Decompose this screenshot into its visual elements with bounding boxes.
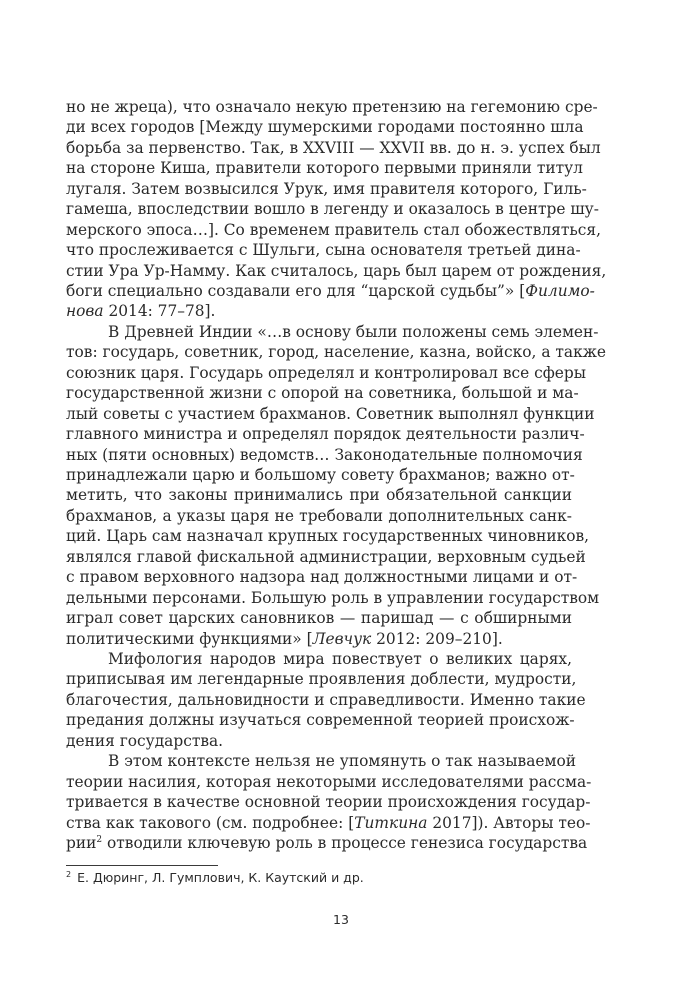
text-line: борьба за первенство. Так, в XXVIII — XXVII вв. до н. э. успех был [66,139,601,157]
text-line [66,281,595,301]
text-line: играл совет царских сановников — паришад — с обширными [66,609,572,627]
text-line: ций. Царь сам назначал крупных государственных чиновников, [66,527,590,545]
text-line: брахманов, а указы царя не требовали дополнительных санк- [66,507,572,525]
text-line: мерского эпоса…]. Со временем правитель стал обожествляться, [66,221,601,239]
text-span: боги специально создавали его для “царской судьбы”» [ [66,282,526,300]
text-line: теории насилия, которая некоторыми исследователями рассма- [66,773,592,791]
text-line: метить, что законы принимались при обязательной санкции [66,486,572,504]
text-line: тов: государь, советник, город, население, казна, войско, а также [66,343,606,361]
citation-author: Титкина [354,814,428,832]
text-line: Мифология народов мира повествует о великих царях, [108,650,572,668]
text-line: ных (пяти основных) ведомств… Законодательные полномочия [66,446,583,464]
text-span: 2014: 77–78]. [103,302,216,320]
text-line: ди всех городов [Между шумерскими городами постоянно шла [66,118,584,136]
text-line: приписывая им легендарные проявления доблести, мудрости, [66,670,577,688]
text-span: ства как такового (см. подробнее: [ [66,814,355,832]
footnote-text: Е. Дюринг, Л. Гумплович, К. Каутский и др. [77,870,364,885]
footnote-divider [66,865,218,866]
text-line: с правом верховного надзора над должностными лицами и от- [66,568,578,586]
text-span: политическими функциями» [ [66,630,313,648]
text-line: что прослеживается с Шульги, сына основателя третьей дина- [66,241,581,259]
citation-author: Левчук [312,630,372,648]
text-line: В этом контексте нельзя не упомянуть о так называемой [108,752,577,770]
citation-author: нова [66,302,104,320]
text-line: главного министра и определял порядок деятельности различ- [66,425,585,443]
text-line [66,813,591,833]
text-span: 2012: 209–210]. [371,630,503,648]
footnote-marker: 2 [66,869,72,879]
text-line [66,629,572,649]
text-line: дельными персонами. Большую роль в управлении государством [66,589,600,607]
citation-author: Филимо- [525,282,595,300]
text-line [66,833,588,853]
text-line: принадлежали царю и большому совету брахманов; важно от- [66,466,575,484]
text-line: дения государства. [66,732,224,750]
text-span: рии [66,834,97,852]
text-span: 2017]). Авторы тео- [427,814,591,832]
text-line: лый советы с участием брахманов. Советник выполнял функции [66,405,595,423]
text-line: лугаля. Затем возвысился Урук, имя правителя которого, Гиль- [66,180,587,198]
text-line: стии Ура Ур-Намму. Как считалось, царь был царем от рождения, [66,262,607,280]
footnote [66,869,364,887]
text-line: но не жреца), что означало некую претензию на гегемонию сре- [66,98,598,116]
text-line: В Древней Индии «…в основу были положены семь элемен- [108,323,599,341]
text-line: тривается в качестве основной теории происхождения государ- [66,793,591,811]
text-line: предания должны изучаться современной теорией происхож- [66,711,575,729]
text-line: на стороне Киша, правители которого первыми приняли титул [66,159,583,177]
text-line: союзник царя. Государь определял и контролировал все сферы [66,364,587,382]
text-line: гамеша, впоследствии вошло в легенду и оказалось в центре шу- [66,200,599,218]
page-number: 13 [333,912,349,927]
text-line [66,301,572,321]
text-line: благочестия, дальновидности и справедливости. Именно такие [66,691,586,709]
footnote-reference: 2 [96,834,103,845]
text-span: отводили ключевую роль в процессе генезиса государства [102,834,588,852]
text-line: государственной жизни с опорой на советника, большой и ма- [66,384,579,402]
text-line: являлся главой фискальной администрации, верховным судьей [66,548,586,566]
